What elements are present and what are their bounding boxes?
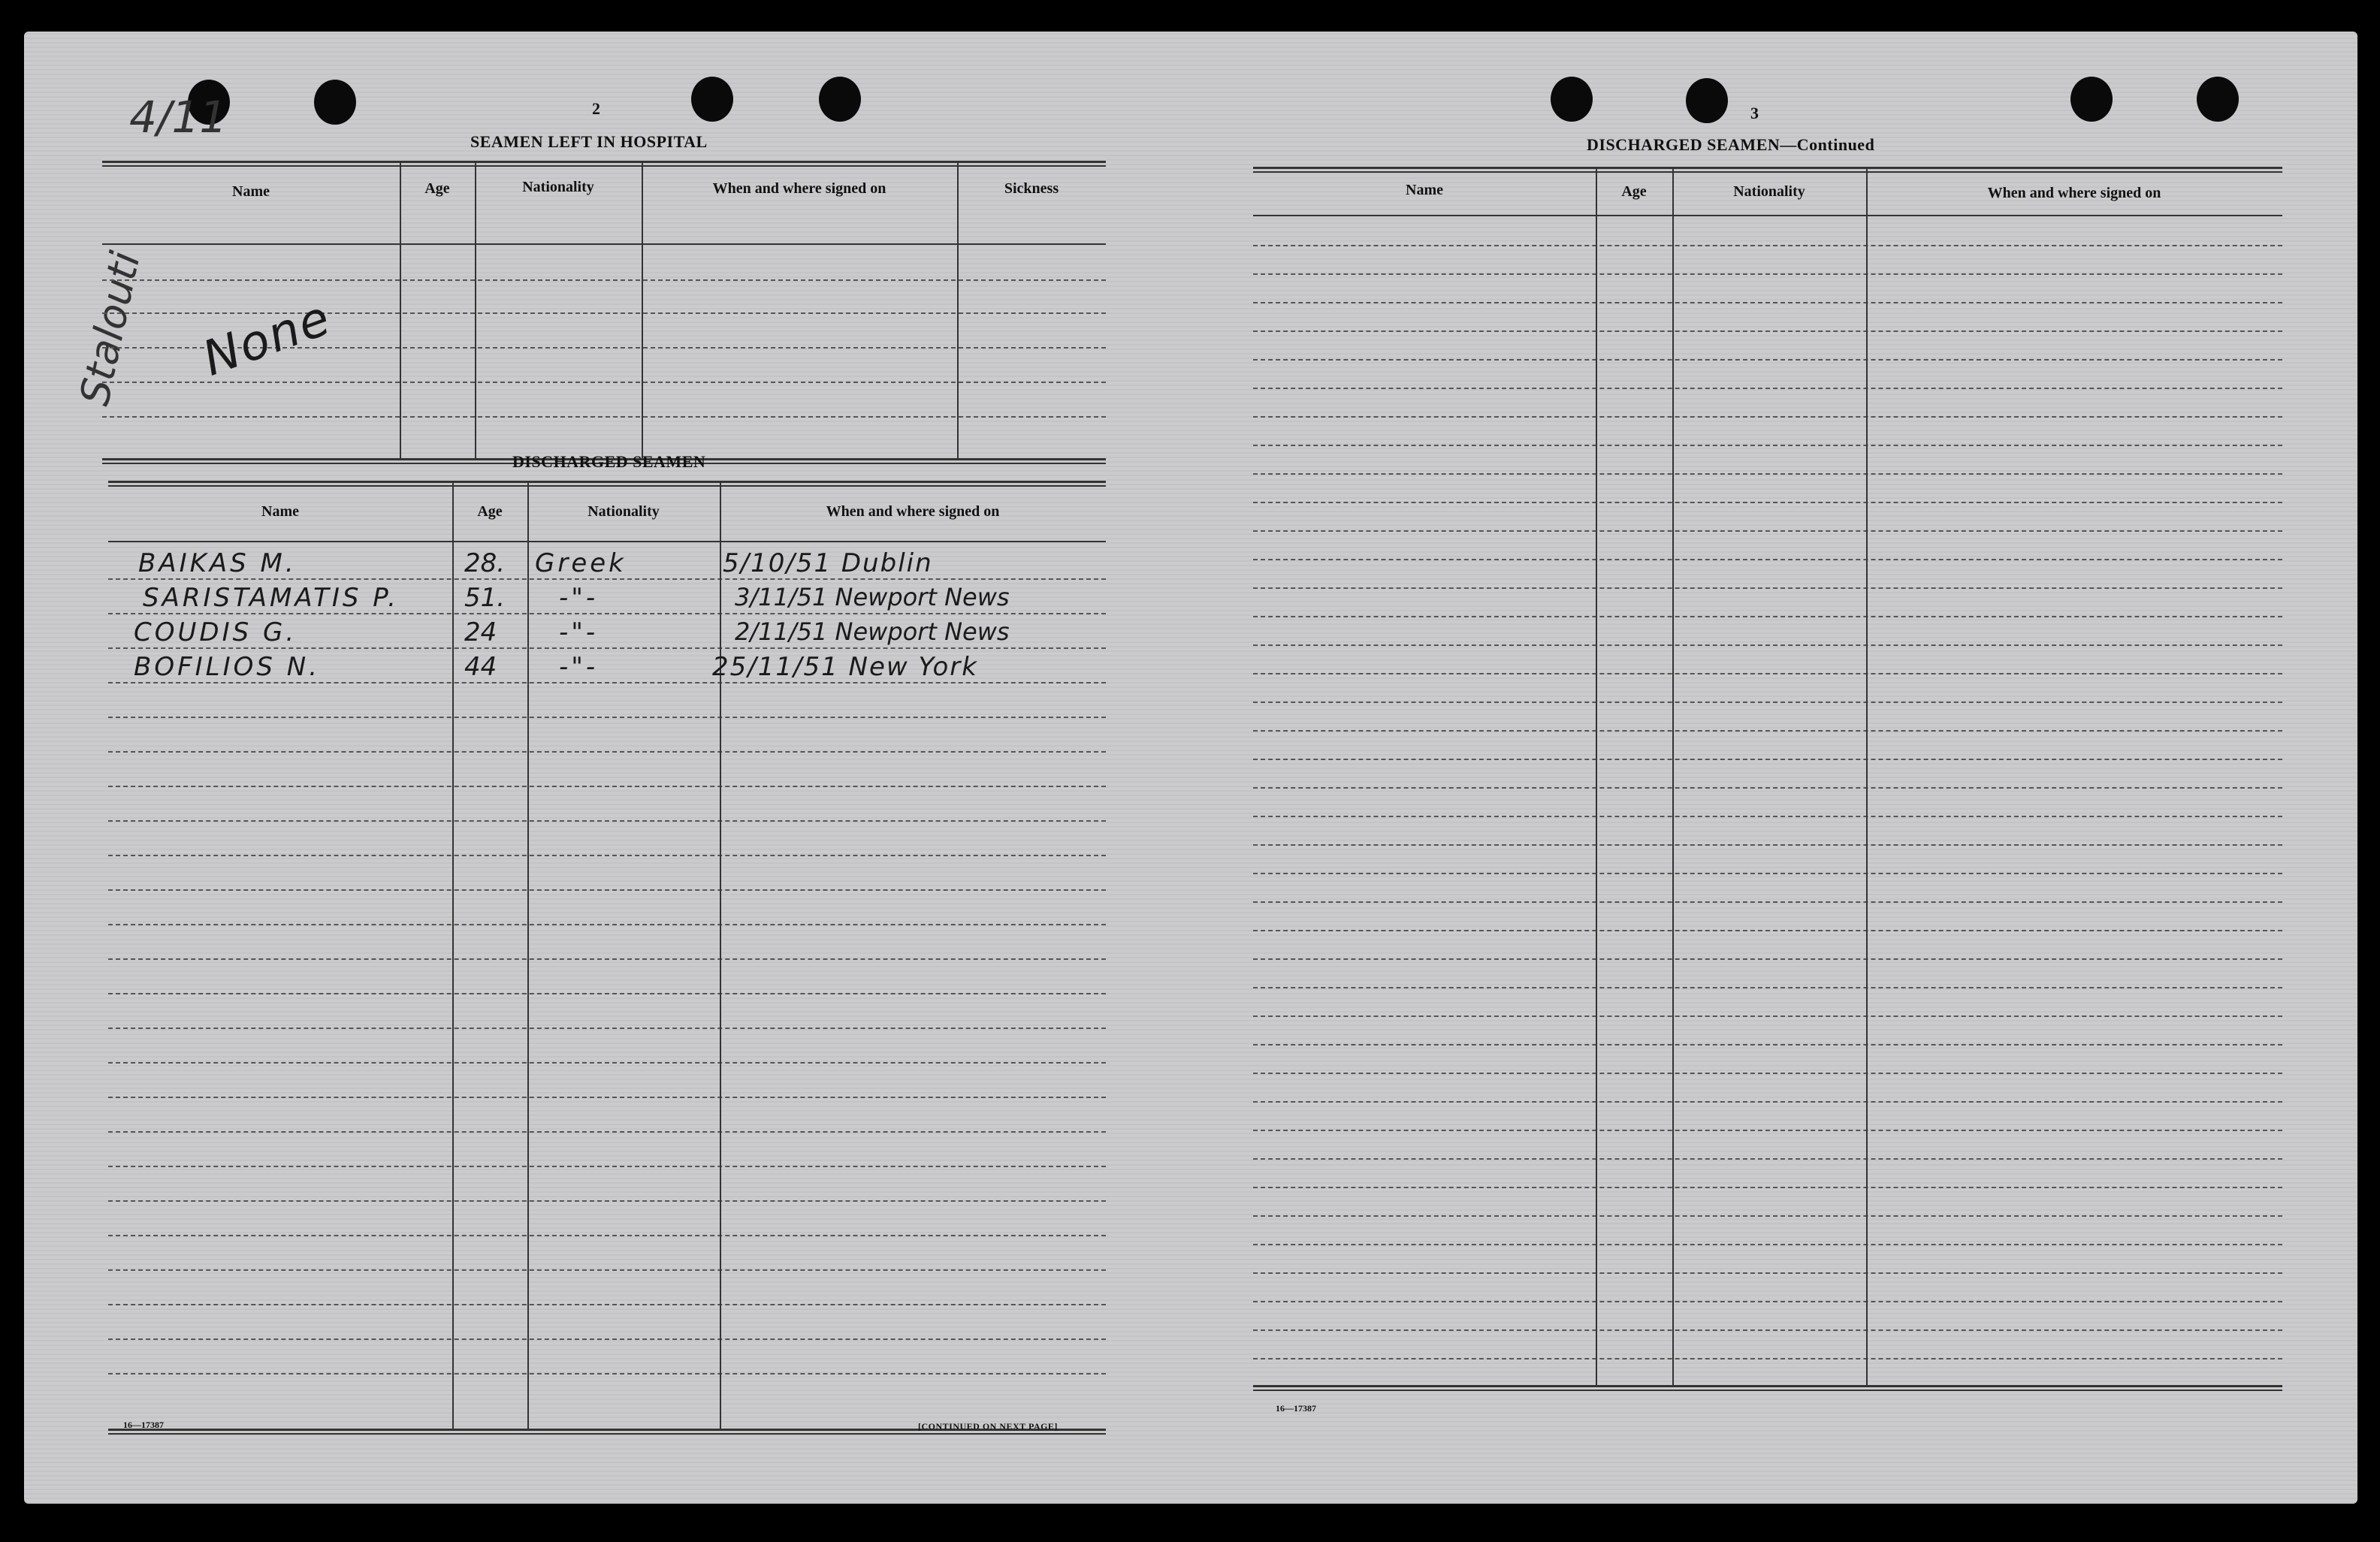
punch-hole — [691, 77, 733, 122]
row-nationality: -"- — [559, 617, 599, 647]
col-name: Name — [261, 503, 299, 520]
page-number-right: 3 — [1750, 104, 1759, 122]
col-nationality: Nationality — [587, 503, 660, 520]
col-age: Age — [477, 503, 503, 520]
title-main: DISCHARGED SEAMEN — [1587, 135, 1780, 154]
continued-note: [CONTINUED ON NEXT PAGE] — [918, 1421, 1058, 1432]
title-suffix: —Continued — [1780, 135, 1875, 154]
row-signed: 25/11/51 New York — [712, 652, 978, 682]
row-name: SARISTAMATIS P. — [143, 583, 399, 613]
row-signed: 3/11/51 Newport News — [735, 583, 1010, 611]
col-when-where: When and where signed on — [712, 180, 886, 197]
punch-hole — [1686, 78, 1728, 123]
row-nationality: -"- — [559, 583, 599, 613]
punch-hole — [314, 80, 356, 125]
punch-hole — [2197, 77, 2239, 122]
hospital-section-title: SEAMEN LEFT IN HOSPITAL — [470, 132, 708, 151]
row-age: 28. — [464, 548, 506, 578]
form-number-left: 16—17387 — [123, 1420, 164, 1430]
col-name: Name — [232, 183, 270, 200]
row-age: 24 — [464, 617, 497, 647]
page-number-left: 2 — [592, 99, 600, 118]
hospital-entry-none: None — [195, 290, 339, 388]
col-sickness: Sickness — [1004, 180, 1059, 197]
row-nationality: -"- — [559, 652, 599, 682]
row-signed: 5/10/51 Dublin — [723, 548, 933, 578]
col-name: Name — [1406, 182, 1443, 198]
form-number-right: 16—17387 — [1276, 1403, 1316, 1414]
margin-note-vertical: Stalouti — [71, 247, 150, 410]
document-sheet — [24, 32, 2357, 1504]
row-signed: 2/11/51 Newport News — [735, 617, 1010, 646]
row-nationality: Greek — [535, 548, 627, 578]
col-age: Age — [424, 180, 450, 197]
row-age: 51. — [464, 583, 506, 613]
row-name: BOFILIOS N. — [134, 652, 321, 682]
margin-note-corner: 4/11 — [129, 92, 228, 143]
row-name: COUDIS G. — [134, 617, 298, 647]
discharged-section-title: DISCHARGED SEAMEN — [512, 452, 706, 471]
col-nationality: Nationality — [1733, 183, 1805, 200]
row-age: 44 — [464, 652, 497, 682]
row-name: BAIKAS M. — [138, 548, 297, 578]
col-when-where: When and where signed on — [826, 503, 1000, 520]
discharged-continued-title — [1587, 135, 1874, 155]
col-age: Age — [1621, 183, 1647, 200]
col-nationality: Nationality — [522, 179, 594, 195]
col-when-where: When and where signed on — [1987, 185, 2161, 201]
punch-hole — [1551, 77, 1593, 122]
discharged-continued-table — [1253, 167, 2282, 1406]
punch-hole — [819, 77, 861, 122]
punch-hole — [2070, 77, 2113, 122]
